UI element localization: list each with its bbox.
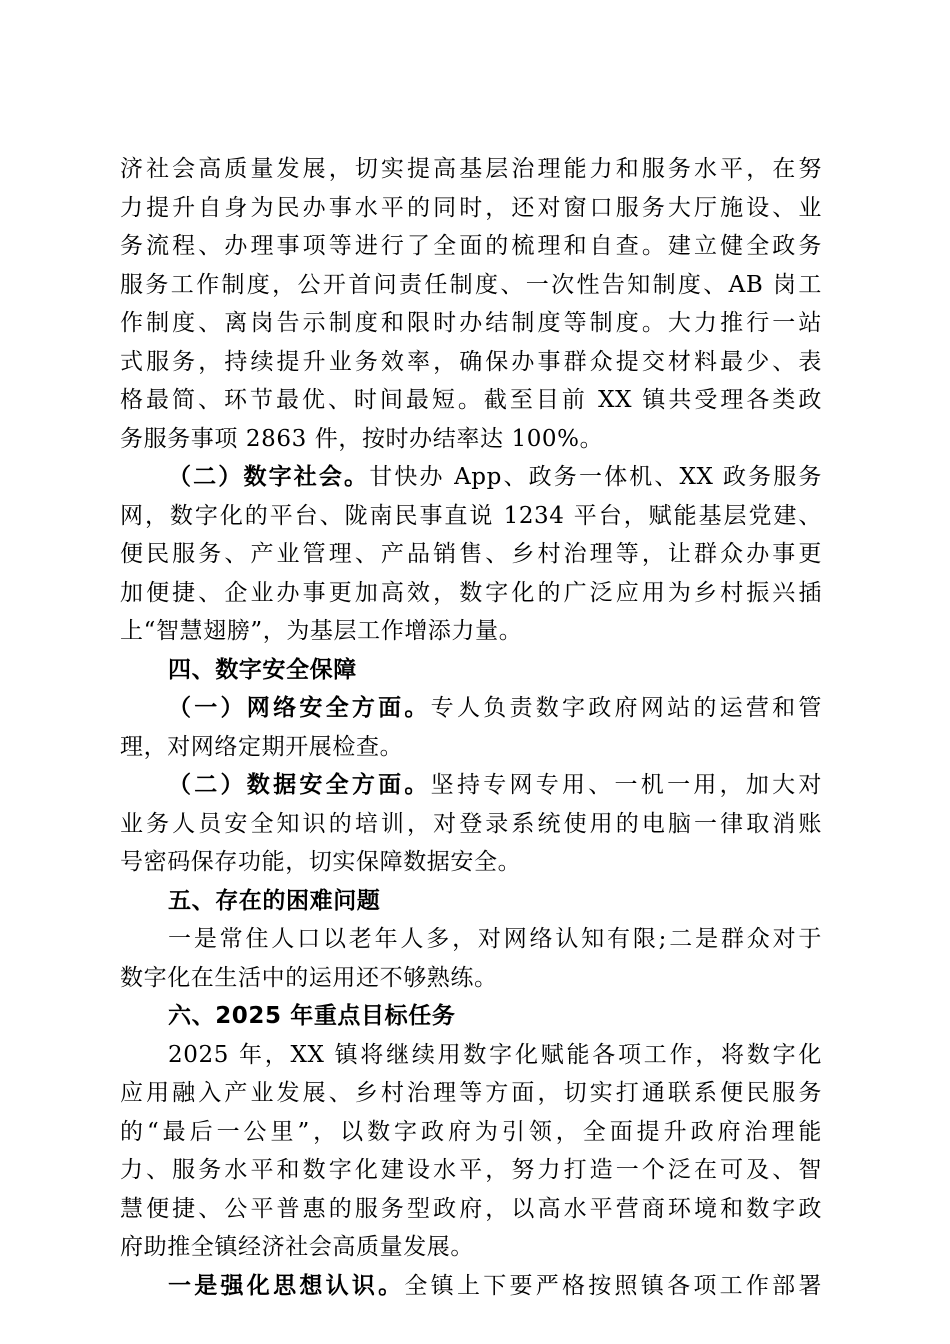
text-line: 务流程、办理事项等进行了全面的梳理和自查。建立健全政务 (120, 233, 822, 259)
text-line: 格最简、环节最优、时间最短。截至目前 XX 镇共受理各类政 (120, 387, 822, 413)
text-line (120, 766, 822, 805)
paragraph-digital-society (120, 458, 822, 651)
text-line (120, 1267, 822, 1306)
text-line (120, 689, 822, 728)
text-line: 式服务，持续提升业务效率，确保办事群众提交材料最少、表 (120, 348, 822, 375)
text-line: 应用融入产业发展、乡村治理等方面，切实打通联系便民服务 (120, 1080, 822, 1106)
text-line: 理，对网络定期开展检查。 (120, 733, 404, 760)
text-line: 上“智慧翅膀”，为基层工作增添力量。 (120, 618, 523, 644)
text-line (120, 458, 822, 497)
subheading-data-security: （二）数据安全方面。 (168, 771, 431, 798)
text-line: 网，数字化的平台、陇南民事直说 1234 平台，赋能基层党建、 (120, 502, 822, 529)
text-line: 慧便捷、公平普惠的服务型政府，以高水平营商环境和数字政 (120, 1195, 822, 1222)
document-page (120, 150, 822, 1305)
text-line: 力、服务水平和数字化建设水平，努力打造一个泛在可及、智 (120, 1157, 822, 1183)
subheading-strengthen-awareness: 一是强化思想认识。 (168, 1272, 405, 1299)
text-run: 甘快办 App、政务一体机、XX 政务服务 (369, 464, 822, 490)
paragraph-network-security (120, 689, 822, 766)
text-run: 全镇上下要严格按照镇各项工作部署 (404, 1272, 822, 1299)
paragraph-data-security (120, 766, 822, 882)
paragraph-difficulties (120, 920, 822, 997)
text-line: 服务工作制度，公开首问责任制度、一次性告知制度、AB 岗工 (120, 271, 822, 298)
paragraph-service-hall (120, 150, 822, 458)
text-line: 业务人员安全知识的培训，对登录系统使用的电脑一律取消账 (120, 810, 822, 837)
text-line: 务服务事项 2863 件，按时办结率达 100%。 (120, 425, 604, 452)
paragraph-strengthen-awareness (120, 1267, 822, 1306)
text-run: 专人负责数字政府网站的运营和管 (430, 695, 823, 721)
text-line: 数字化在生活中的运用还不够熟练。 (120, 964, 498, 991)
section-heading-4: 四、数字安全保障 (168, 656, 357, 683)
text-line: 一是常住人口以老年人多，对网络认知有限;二是群众对于 (168, 926, 822, 952)
section-heading-6: 六、2025 年重点目标任务 (168, 1003, 456, 1029)
text-line: 2025 年，XX 镇将继续用数字化赋能各项工作，将数字化 (168, 1041, 822, 1068)
text-line: 的“最后一公里”，以数字政府为引领，全面提升政府治理能 (120, 1118, 822, 1145)
text-line: 便民服务、产业管理、产品销售、乡村治理等，让群众办事更 (120, 541, 822, 567)
subheading-network-security: （一）网络安全方面。 (168, 694, 431, 721)
paragraph-goals (120, 1036, 822, 1267)
text-line: 作制度、离岗告示制度和限时办结制度等制度。大力推行一站 (120, 310, 822, 336)
text-run: 坚持专网专用、一机一用，加大对 (430, 772, 823, 798)
section-heading-5: 五、存在的困难问题 (168, 887, 381, 914)
text-line: 济社会高质量发展，切实提高基层治理能力和服务水平，在努 (120, 156, 822, 182)
text-line: 府助推全镇经济社会高质量发展。 (120, 1234, 474, 1260)
text-line: 加便捷、企业办事更加高效，数字化的广泛应用为乡村振兴插 (120, 579, 822, 606)
text-line: 号密码保存功能，切实保障数据安全。 (120, 849, 522, 875)
subheading-digital-society: （二）数字社会。 (168, 463, 370, 490)
text-line: 力提升自身为民办事水平的同时，还对窗口服务大厅施设、业 (120, 194, 822, 221)
